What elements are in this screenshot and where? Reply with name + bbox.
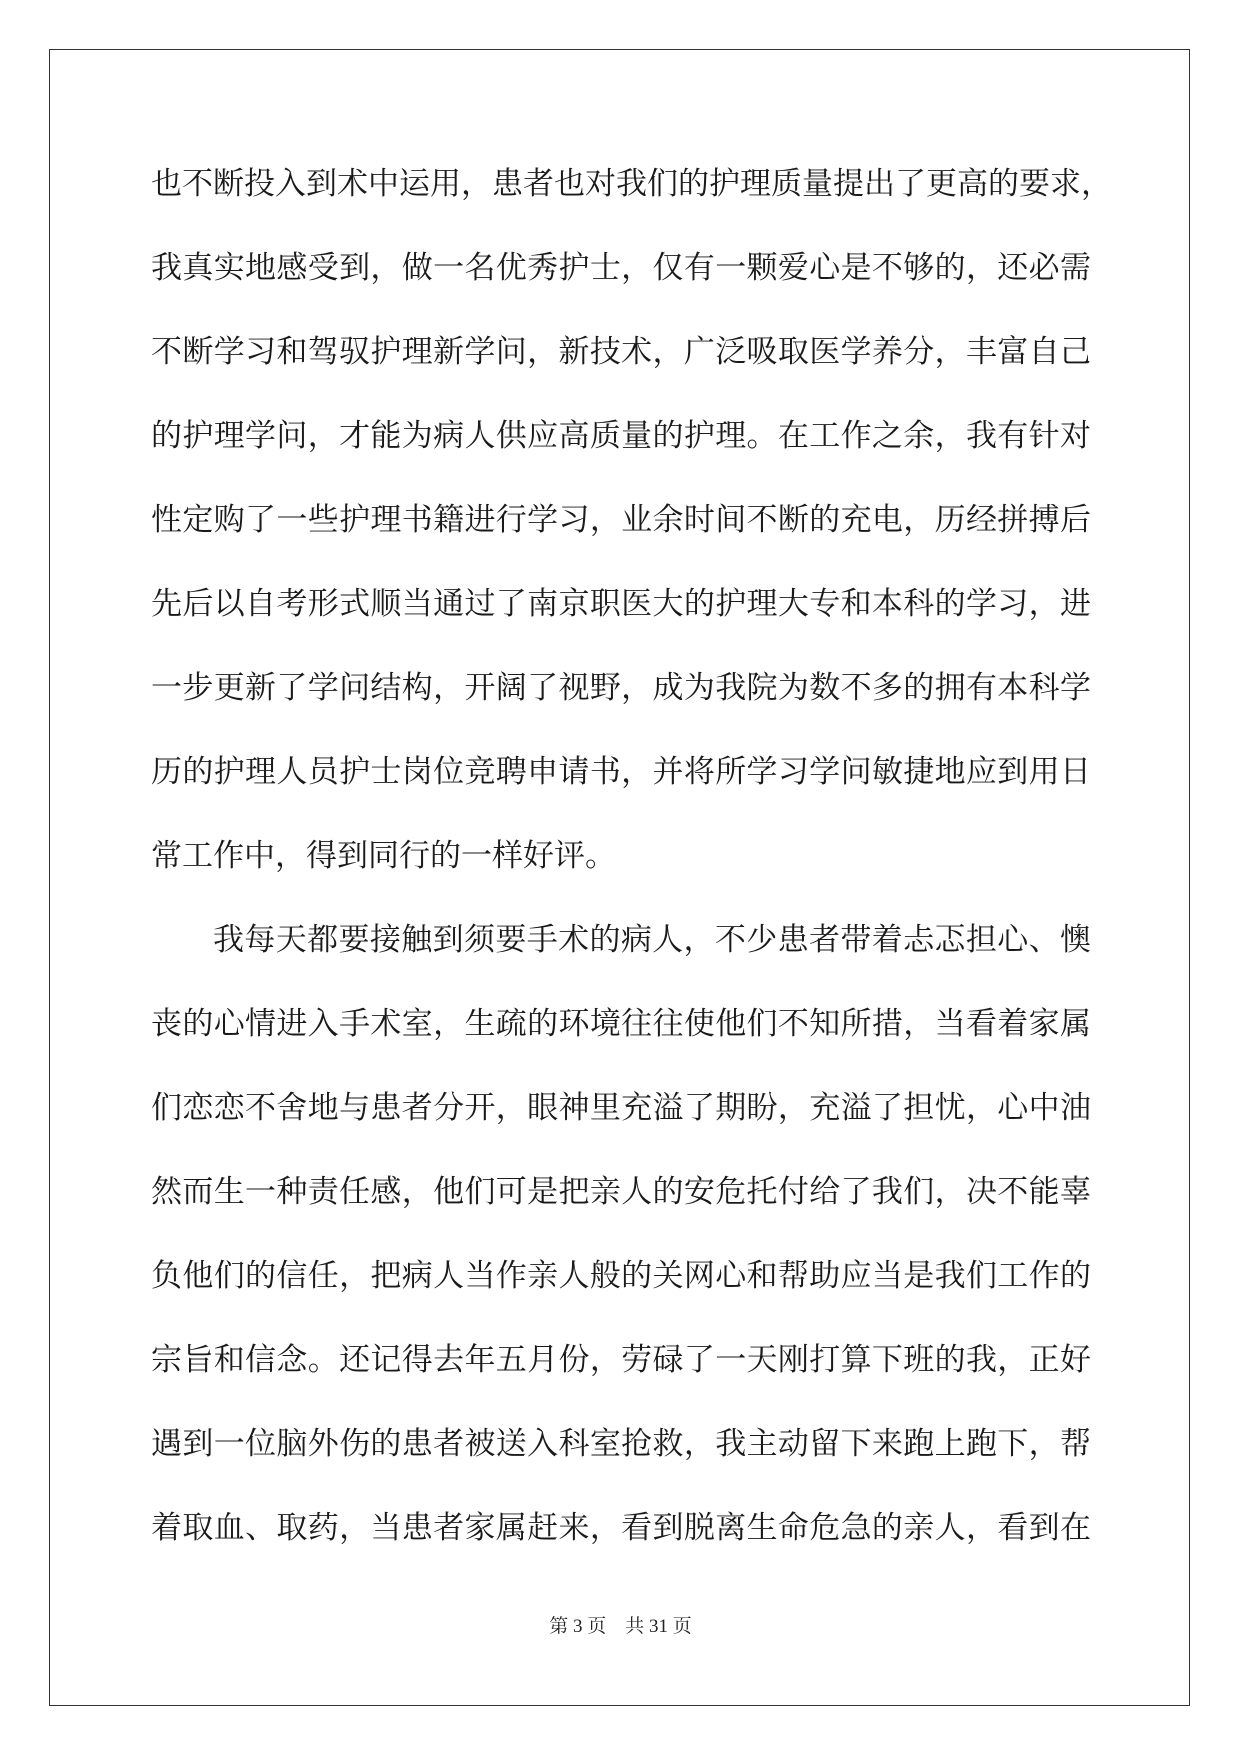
text-line: 我真实地感受到，做一名优秀护士，仅有一颗爱心是不够的，还必需	[151, 250, 1091, 286]
text-line: 着取血、取药，当患者家属赶来，看到脱离生命危急的亲人，看到在	[151, 1510, 1091, 1546]
text-line: 我每天都要接触到须要手术的病人，不少患者带着忐忑担心、懊	[213, 922, 1091, 958]
page-number-footer: 第 3 页 共 31 页	[549, 1616, 692, 1637]
text-line: 然而生一种责任感，他们可是把亲人的安危托付给了我们，决不能辜	[151, 1174, 1091, 1210]
text-line: 历的护理人员护士岗位竞聘申请书，并将所学习学问敏捷地应到用日	[151, 754, 1091, 790]
document-body	[151, 142, 1112, 1570]
text-line: 丧的心情进入手术室，生疏的环境往往使他们不知所措，当看着家属	[151, 1006, 1091, 1042]
text-line: 负他们的信任，把病人当作亲人般的关网心和帮助应当是我们工作的	[151, 1258, 1091, 1294]
text-line: 遇到一位脑外伤的患者被送入科室抢救，我主动留下来跑上跑下，帮	[151, 1426, 1091, 1462]
text-line: 一步更新了学问结构，开阔了视野，成为我院为数不多的拥有本科学	[151, 670, 1091, 706]
text-line: 性定购了一些护理书籍进行学习，业余时间不断的充电，历经拼搏后	[151, 502, 1091, 538]
text-line: 常工作中，得到同行的一样好评。	[151, 838, 616, 874]
text-line: 先后以自考形式顺当通过了南京职医大的护理大专和本科的学习，进	[151, 586, 1091, 622]
text-line: 们恋恋不舍地与患者分开，眼神里充溢了期盼，充溢了担忧，心中油	[151, 1090, 1091, 1126]
text-line: 宗旨和信念。还记得去年五月份，劳碌了一天刚打算下班的我，正好	[151, 1342, 1091, 1378]
text-line: 不断学习和驾驭护理新学问，新技术，广泛吸取医学养分，丰富自己	[151, 334, 1091, 370]
text-line: 也不断投入到术中运用，患者也对我们的护理质量提出了更高的要求，	[151, 166, 1112, 202]
text-line: 的护理学问，才能为病人供应高质量的护理。在工作之余，我有针对	[151, 418, 1091, 454]
